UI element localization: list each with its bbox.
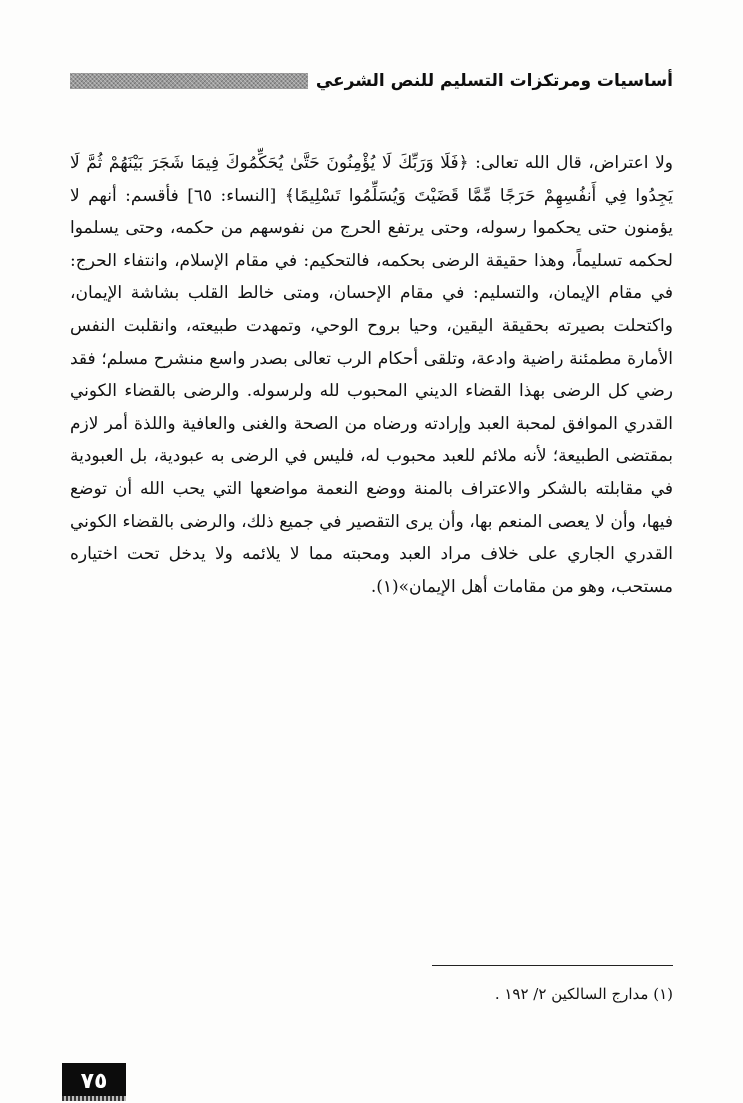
main-text <box>70 147 673 603</box>
page-number-decoration <box>62 1096 126 1101</box>
footnote-divider <box>432 965 673 966</box>
header-decorative-band <box>70 73 308 89</box>
footnote: (١) مدارج السالكين ٢/ ١٩٢ . <box>494 985 673 1003</box>
body-paragraph: ولا اعتراض، قال الله تعالى: ﴿فَلَا وَرَبِّكَ لَا يُؤْمِنُونَ حَتَّىٰ يُحَكِّمُوكَ فِيمَا شَجَرَ بَيْنَهُمْ ثُمَّ لَا يَجِدُوا فِي أَنفُسِهِمْ حَرَجًا مِّمَّا قَضَيْتَ وَيُسَلِّمُوا تَسْلِيمًا﴾ [النساء: ٦٥] فأقسم: أنهم لا يؤمنون حتى يحكموا رسوله، وحتى يرتفع الحرج من نفوسهم من حكمه، وحتى يسلموا لحكمه تسليماً، وهذا حقيقة الرضى بحكمه، فالتحكيم: في مقام الإسلام، وانتفاء الحرج: في مقام الإيمان، والتسليم: في مقام الإحسان، ومتى خالط القلب بشاشة الإيمان، واكتحلت بصيرته بحقيقة اليقين، وحيا بروح الوحي، وتمهدت طبيعته، وانقلبت النفس الأمارة مطمئنة راضية وادعة، وتلقى أحكام الرب تعالى بصدر واسع منشرح مسلم؛ فقد رضي كل الرضى بهذا القضاء الديني المحبوب لله ولرسوله. والرضى بالقضاء الكوني القدري الموافق لمحبة العبد وإرادته ورضاه من الصحة والغنى والعافية واللذة أمر لازم بمقتضى الطبيعة؛ لأنه ملائم للعبد محبوب له، فليس في الرضى به عبودية، بل العبودية في مقابلته بالشكر والاعتراف بالمنة ووضع النعمة مواضعها التي يحب الله أن توضع فيها، وأن لا يعصى المنعم بها، وأن يرى التقصير في جميع ذلك، والرضى بالقضاء الكوني القدري الجاري على خلاف مراد العبد ومحبته مما لا يلائمه ولا يدخل تحت اختياره مستحب، وهو من مقامات أهل الإيمان»(١). <box>70 153 673 597</box>
running-header-title: أساسيات ومرتكزات التسليم للنص الشرعي <box>315 71 673 91</box>
page-number: ٧٥ <box>62 1063 126 1099</box>
running-header <box>70 64 673 98</box>
